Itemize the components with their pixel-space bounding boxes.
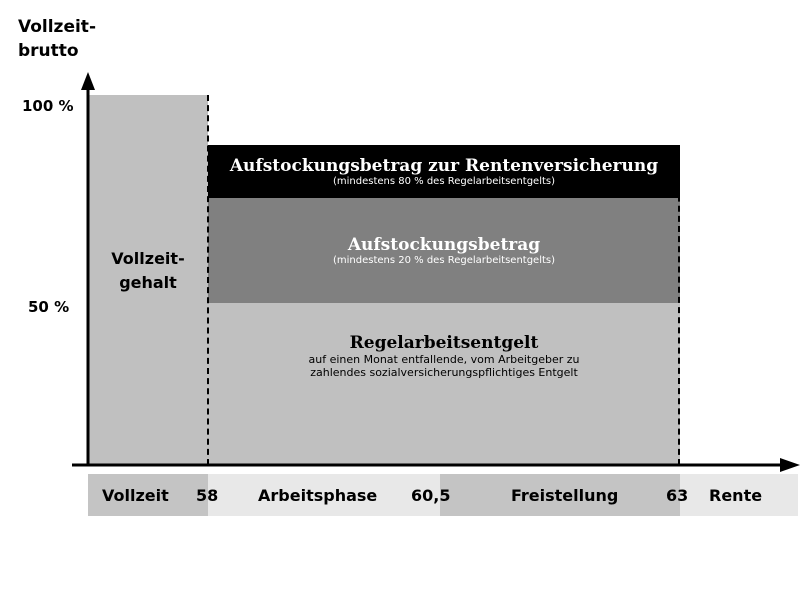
timeline-label-freistellung: Freistellung	[511, 485, 619, 505]
band-regular-pay-title: Regelarbeitsentgelt	[349, 333, 539, 353]
timeline-label-rente: Rente	[709, 485, 763, 505]
band-topup-note: (mindestens 20 % des Regelarbeitsentgelts)	[332, 255, 556, 266]
full-time-label-line2: gehalt	[119, 273, 177, 292]
y-axis-arrow-icon	[81, 72, 95, 90]
band-pension-topup-note: (mindestens 80 % des Regelarbeitsentgelts)	[332, 176, 556, 187]
timeline-label-vollzeit: Vollzeit	[102, 485, 169, 505]
timeline-age-58: 58	[196, 485, 219, 505]
band-pension-topup-title: Aufstockungsbetrag zur Rentenversicherung	[229, 156, 659, 176]
timeline-age-63: 63	[666, 485, 689, 505]
y-axis-label-line2: brutto	[18, 41, 79, 61]
tick-50: 50 %	[28, 298, 70, 316]
full-time-label-line1: Vollzeit-	[111, 249, 185, 268]
timeline-label-arbeitsphase: Arbeitsphase	[258, 485, 378, 505]
band-regular-pay-note-line2: zahlendes sozialversicherungspflichtiges Entgelt	[310, 366, 578, 379]
timeline-age-60-5: 60,5	[411, 485, 451, 505]
tick-100: 100 %	[22, 97, 74, 115]
y-axis-label-line1: Vollzeit-	[18, 17, 96, 37]
band-regular-pay-note-line1: auf einen Monat entfallende, vom Arbeitgeber zu	[308, 353, 580, 366]
x-axis-arrow-icon	[780, 458, 800, 472]
band-topup-title: Aufstockungsbetrag	[347, 235, 541, 255]
